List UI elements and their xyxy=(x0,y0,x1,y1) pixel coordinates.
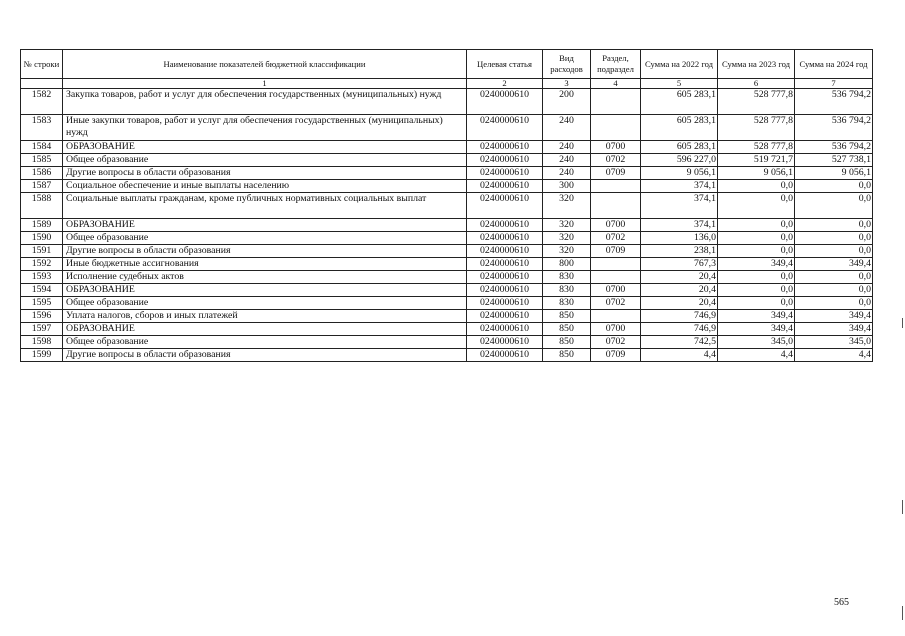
row-target-cell: 0240000610 xyxy=(467,284,543,297)
table-row xyxy=(21,115,873,141)
row-razdel-cell: 0709 xyxy=(591,167,641,180)
column-index-cell: 1 xyxy=(63,79,467,89)
row-sum-2022-cell: 4,4 xyxy=(641,349,718,362)
row-number-cell: 1582 xyxy=(21,89,63,115)
row-sum-2024-cell: 349,4 xyxy=(795,310,873,323)
row-name-cell: Исполнение судебных актов xyxy=(63,271,467,284)
row-razdel-cell: 0709 xyxy=(591,349,641,362)
row-sum-2023-cell: 349,4 xyxy=(718,323,795,336)
row-razdel-cell: 0700 xyxy=(591,141,641,154)
row-target-cell: 0240000610 xyxy=(467,232,543,245)
row-vid-cell: 240 xyxy=(543,115,591,141)
row-number-cell: 1587 xyxy=(21,180,63,193)
row-sum-2022-cell: 374,1 xyxy=(641,193,718,219)
row-sum-2023-cell: 0,0 xyxy=(718,271,795,284)
row-name-cell: Другие вопросы в области образования xyxy=(63,349,467,362)
row-vid-cell: 850 xyxy=(543,323,591,336)
column-index-cell: 6 xyxy=(718,79,795,89)
row-vid-cell: 240 xyxy=(543,141,591,154)
row-razdel-cell xyxy=(591,310,641,323)
row-number-cell: 1599 xyxy=(21,349,63,362)
row-sum-2023-cell: 0,0 xyxy=(718,297,795,310)
row-number-cell: 1590 xyxy=(21,232,63,245)
row-vid-cell: 830 xyxy=(543,284,591,297)
table-row xyxy=(21,167,873,180)
row-sum-2022-cell: 20,4 xyxy=(641,284,718,297)
row-number-cell: 1597 xyxy=(21,323,63,336)
row-razdel-cell xyxy=(591,258,641,271)
row-sum-2023-cell: 345,0 xyxy=(718,336,795,349)
row-sum-2023-cell: 528 777,8 xyxy=(718,89,795,115)
row-razdel-cell: 0709 xyxy=(591,245,641,258)
budget-table xyxy=(20,49,873,362)
row-sum-2022-cell: 605 283,1 xyxy=(641,141,718,154)
row-name-cell: Уплата налогов, сборов и иных платежей xyxy=(63,310,467,323)
row-sum-2022-cell: 746,9 xyxy=(641,323,718,336)
row-razdel-cell: 0702 xyxy=(591,336,641,349)
budget-table-sheet xyxy=(20,49,872,362)
row-number-cell: 1588 xyxy=(21,193,63,219)
row-sum-2023-cell: 9 056,1 xyxy=(718,167,795,180)
table-row xyxy=(21,180,873,193)
row-name-cell: ОБРАЗОВАНИЕ xyxy=(63,284,467,297)
row-target-cell: 0240000610 xyxy=(467,258,543,271)
row-number-cell: 1595 xyxy=(21,297,63,310)
row-name-cell: Другие вопросы в области образования xyxy=(63,167,467,180)
row-sum-2024-cell: 349,4 xyxy=(795,258,873,271)
row-target-cell: 0240000610 xyxy=(467,271,543,284)
table-row xyxy=(21,310,873,323)
row-target-cell: 0240000610 xyxy=(467,167,543,180)
row-vid-cell: 300 xyxy=(543,180,591,193)
table-row xyxy=(21,284,873,297)
column-index-cell: 7 xyxy=(795,79,873,89)
row-number-cell: 1596 xyxy=(21,310,63,323)
row-target-cell: 0240000610 xyxy=(467,297,543,310)
row-sum-2022-cell: 605 283,1 xyxy=(641,89,718,115)
row-sum-2023-cell: 0,0 xyxy=(718,219,795,232)
row-vid-cell: 850 xyxy=(543,336,591,349)
row-sum-2022-cell: 742,5 xyxy=(641,336,718,349)
row-name-cell: Закупка товаров, работ и услуг для обеспечения государственных (муниципальных) нужд xyxy=(63,89,467,115)
table-row xyxy=(21,141,873,154)
row-target-cell: 0240000610 xyxy=(467,193,543,219)
table-row xyxy=(21,323,873,336)
row-sum-2022-cell: 374,1 xyxy=(641,219,718,232)
row-sum-2023-cell: 349,4 xyxy=(718,310,795,323)
row-name-cell: Иные закупки товаров, работ и услуг для обеспечения государственных (муниципальных) нужд xyxy=(63,115,467,141)
row-name-cell: Другие вопросы в области образования xyxy=(63,245,467,258)
row-vid-cell: 800 xyxy=(543,258,591,271)
row-sum-2024-cell: 536 794,2 xyxy=(795,89,873,115)
table-row xyxy=(21,193,873,219)
row-number-cell: 1594 xyxy=(21,284,63,297)
table-row xyxy=(21,271,873,284)
row-sum-2022-cell: 9 056,1 xyxy=(641,167,718,180)
row-razdel-cell: 0702 xyxy=(591,297,641,310)
scan-edge-mark xyxy=(902,606,903,620)
row-name-cell: Общее образование xyxy=(63,297,467,310)
row-sum-2024-cell: 0,0 xyxy=(795,271,873,284)
row-number-cell: 1593 xyxy=(21,271,63,284)
row-number-cell: 1583 xyxy=(21,115,63,141)
table-row xyxy=(21,297,873,310)
row-razdel-cell xyxy=(591,193,641,219)
row-name-cell: Социальные выплаты гражданам, кроме публичных нормативных социальных выплат xyxy=(63,193,467,219)
row-sum-2023-cell: 0,0 xyxy=(718,180,795,193)
row-vid-cell: 830 xyxy=(543,271,591,284)
row-name-cell: Иные бюджетные ассигнования xyxy=(63,258,467,271)
row-number-cell: 1584 xyxy=(21,141,63,154)
table-body xyxy=(21,89,873,362)
row-target-cell: 0240000610 xyxy=(467,349,543,362)
row-name-cell: ОБРАЗОВАНИЕ xyxy=(63,141,467,154)
row-sum-2024-cell: 0,0 xyxy=(795,180,873,193)
row-sum-2023-cell: 4,4 xyxy=(718,349,795,362)
row-razdel-cell: 0700 xyxy=(591,323,641,336)
column-index-cell: 5 xyxy=(641,79,718,89)
row-vid-cell: 850 xyxy=(543,349,591,362)
row-target-cell: 0240000610 xyxy=(467,219,543,232)
row-target-cell: 0240000610 xyxy=(467,115,543,141)
row-target-cell: 0240000610 xyxy=(467,154,543,167)
column-index-cell xyxy=(21,79,63,89)
row-sum-2022-cell: 746,9 xyxy=(641,310,718,323)
row-sum-2023-cell: 0,0 xyxy=(718,284,795,297)
row-vid-cell: 320 xyxy=(543,232,591,245)
row-name-cell: ОБРАЗОВАНИЕ xyxy=(63,323,467,336)
row-razdel-cell xyxy=(591,89,641,115)
row-target-cell: 0240000610 xyxy=(467,323,543,336)
row-sum-2023-cell: 0,0 xyxy=(718,232,795,245)
row-target-cell: 0240000610 xyxy=(467,336,543,349)
table-row xyxy=(21,245,873,258)
row-vid-cell: 240 xyxy=(543,154,591,167)
row-target-cell: 0240000610 xyxy=(467,180,543,193)
row-name-cell: Социальное обеспечение и иные выплаты населению xyxy=(63,180,467,193)
row-target-cell: 0240000610 xyxy=(467,245,543,258)
column-index-cell: 4 xyxy=(591,79,641,89)
row-number-cell: 1591 xyxy=(21,245,63,258)
row-sum-2024-cell: 0,0 xyxy=(795,297,873,310)
row-sum-2024-cell: 0,0 xyxy=(795,219,873,232)
row-vid-cell: 240 xyxy=(543,167,591,180)
row-razdel-cell xyxy=(591,180,641,193)
row-sum-2024-cell: 536 794,2 xyxy=(795,115,873,141)
header-target: Целевая статья xyxy=(467,50,543,79)
row-razdel-cell: 0702 xyxy=(591,154,641,167)
row-sum-2024-cell: 0,0 xyxy=(795,284,873,297)
row-sum-2024-cell: 4,4 xyxy=(795,349,873,362)
row-razdel-cell: 0700 xyxy=(591,219,641,232)
table-row xyxy=(21,336,873,349)
row-sum-2024-cell: 349,4 xyxy=(795,323,873,336)
row-sum-2022-cell: 238,1 xyxy=(641,245,718,258)
row-number-cell: 1598 xyxy=(21,336,63,349)
row-vid-cell: 320 xyxy=(543,193,591,219)
row-sum-2022-cell: 767,3 xyxy=(641,258,718,271)
row-target-cell: 0240000610 xyxy=(467,310,543,323)
page-number: 565 xyxy=(834,597,849,608)
row-sum-2023-cell: 519 721,7 xyxy=(718,154,795,167)
table-row xyxy=(21,232,873,245)
column-index-cell: 2 xyxy=(467,79,543,89)
table-row xyxy=(21,349,873,362)
row-vid-cell: 320 xyxy=(543,245,591,258)
column-index-cell: 3 xyxy=(543,79,591,89)
row-target-cell: 0240000610 xyxy=(467,141,543,154)
row-sum-2024-cell: 345,0 xyxy=(795,336,873,349)
row-sum-2022-cell: 20,4 xyxy=(641,271,718,284)
row-razdel-cell: 0700 xyxy=(591,284,641,297)
header-sum-2024: Сумма на 2024 год xyxy=(795,50,873,79)
row-sum-2022-cell: 374,1 xyxy=(641,180,718,193)
row-sum-2023-cell: 0,0 xyxy=(718,193,795,219)
row-name-cell: Общее образование xyxy=(63,232,467,245)
row-sum-2024-cell: 536 794,2 xyxy=(795,141,873,154)
row-sum-2024-cell: 0,0 xyxy=(795,232,873,245)
row-razdel-cell xyxy=(591,271,641,284)
table-row xyxy=(21,258,873,271)
row-razdel-cell xyxy=(591,115,641,141)
table-row xyxy=(21,219,873,232)
row-target-cell: 0240000610 xyxy=(467,89,543,115)
row-vid-cell: 850 xyxy=(543,310,591,323)
header-razdel: Раздел, подраздел xyxy=(591,50,641,79)
header-vid: Вид расходов xyxy=(543,50,591,79)
table-row xyxy=(21,154,873,167)
row-vid-cell: 320 xyxy=(543,219,591,232)
scan-edge-mark xyxy=(902,500,903,514)
row-sum-2022-cell: 605 283,1 xyxy=(641,115,718,141)
row-sum-2023-cell: 528 777,8 xyxy=(718,115,795,141)
row-number-cell: 1589 xyxy=(21,219,63,232)
table-row xyxy=(21,89,873,115)
scan-edge-mark xyxy=(902,318,903,328)
header-name: Наименование показателей бюджетной классификации xyxy=(63,50,467,79)
row-name-cell: Общее образование xyxy=(63,336,467,349)
row-sum-2024-cell: 0,0 xyxy=(795,245,873,258)
row-vid-cell: 830 xyxy=(543,297,591,310)
row-sum-2022-cell: 136,0 xyxy=(641,232,718,245)
row-sum-2024-cell: 0,0 xyxy=(795,193,873,219)
row-vid-cell: 200 xyxy=(543,89,591,115)
row-sum-2023-cell: 349,4 xyxy=(718,258,795,271)
row-number-cell: 1592 xyxy=(21,258,63,271)
row-razdel-cell: 0702 xyxy=(591,232,641,245)
row-number-cell: 1585 xyxy=(21,154,63,167)
column-index-row xyxy=(21,79,873,89)
row-sum-2024-cell: 9 056,1 xyxy=(795,167,873,180)
row-number-cell: 1586 xyxy=(21,167,63,180)
header-row-no: № строки xyxy=(21,50,63,79)
row-name-cell: Общее образование xyxy=(63,154,467,167)
row-sum-2022-cell: 596 227,0 xyxy=(641,154,718,167)
header-sum-2022: Сумма на 2022 год xyxy=(641,50,718,79)
row-sum-2023-cell: 528 777,8 xyxy=(718,141,795,154)
row-name-cell: ОБРАЗОВАНИЕ xyxy=(63,219,467,232)
header-sum-2023: Сумма на 2023 год xyxy=(718,50,795,79)
header-row xyxy=(21,50,873,79)
row-sum-2022-cell: 20,4 xyxy=(641,297,718,310)
row-sum-2024-cell: 527 738,1 xyxy=(795,154,873,167)
row-sum-2023-cell: 0,0 xyxy=(718,245,795,258)
